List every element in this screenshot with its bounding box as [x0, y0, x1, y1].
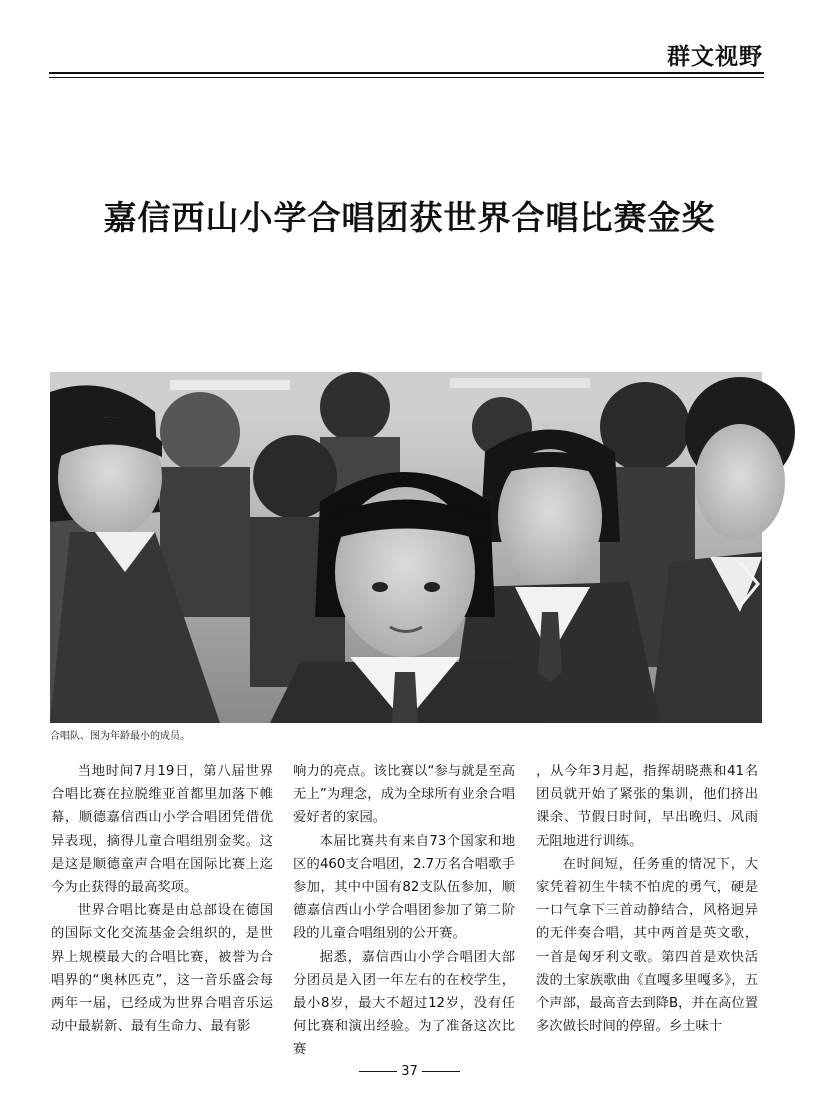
paragraph: 据悉，嘉信西山小学合唱团大部分团员是入团一年左右的在校学生，最小8岁，最大不超过12岁，没有任何比赛和演出经验。为了准备这次比赛 [293, 949, 515, 1058]
header-rule-thin [49, 77, 764, 78]
article-photo [50, 372, 762, 723]
paragraph: 本届比赛共有来自73个国家和地区的460支合唱团，2.7万名合唱歌手参加，其中中国有82支队伍参加，顺德嘉信西山小学合唱团参加了第二阶段的儿童合唱组别的公开赛。 [293, 833, 515, 942]
footer-dash-left [359, 1071, 397, 1072]
text-column-1 [51, 760, 273, 1038]
paragraph: ，从今年3月起，指挥胡晓燕和41名团员就开始了紧张的集训，他们挤出课余、节假日时间，早出晚归、风雨无阻地进行训练。 [536, 764, 758, 849]
paragraph: 当地时间7月19日，第八届世界合唱比赛在拉脱维亚首都里加落下帷幕，顺德嘉信西山小学合唱团凭借优异表现，摘得儿童合唱组别金奖。这是这是顺德童声合唱在国际比赛上迄今为止获得的最高奖项。 [51, 764, 273, 896]
paragraph: 世界合唱比赛是由总部设在德国的国际文化交流基金会组织的，是世界上规模最大的合唱比赛，被誉为合唱界的“奥林匹克”，这一音乐盛会每两年一届，已经成为世界合唱音乐运动中最崭新、最有生命力、最有影 [51, 903, 273, 1035]
footer-dash-right [422, 1071, 460, 1072]
header-rule-thick [49, 72, 764, 74]
paragraph: 在时间短，任务重的情况下，大家凭着初生牛犊不怕虎的勇气，硬是一口气拿下三首动静结合，风格迥异的无伴奏合唱，其中两首是英文歌，一首是匈牙利文歌。第四首是欢快活泼的土家族歌曲《直嘎多里嘎多》，五个声部，最高音去到降B，并在高位置多次做长时间的停留。乡土味十 [536, 856, 758, 1035]
text-column-3 [536, 760, 758, 1038]
article-title: 嘉信西山小学合唱团获世界合唱比赛金奖 [103, 198, 716, 237]
page-number: 37 [401, 1064, 418, 1079]
section-label: 群文视野 [667, 44, 763, 70]
paragraph: 响力的亮点。该比赛以“参与就是至高无上”为理念，成为全球所有业余合唱爱好者的家园。 [293, 764, 515, 826]
text-column-2 [293, 760, 515, 1058]
photo-caption: 合唱队、图为年龄最小的成员。 [50, 731, 190, 742]
page-footer [0, 1064, 819, 1079]
